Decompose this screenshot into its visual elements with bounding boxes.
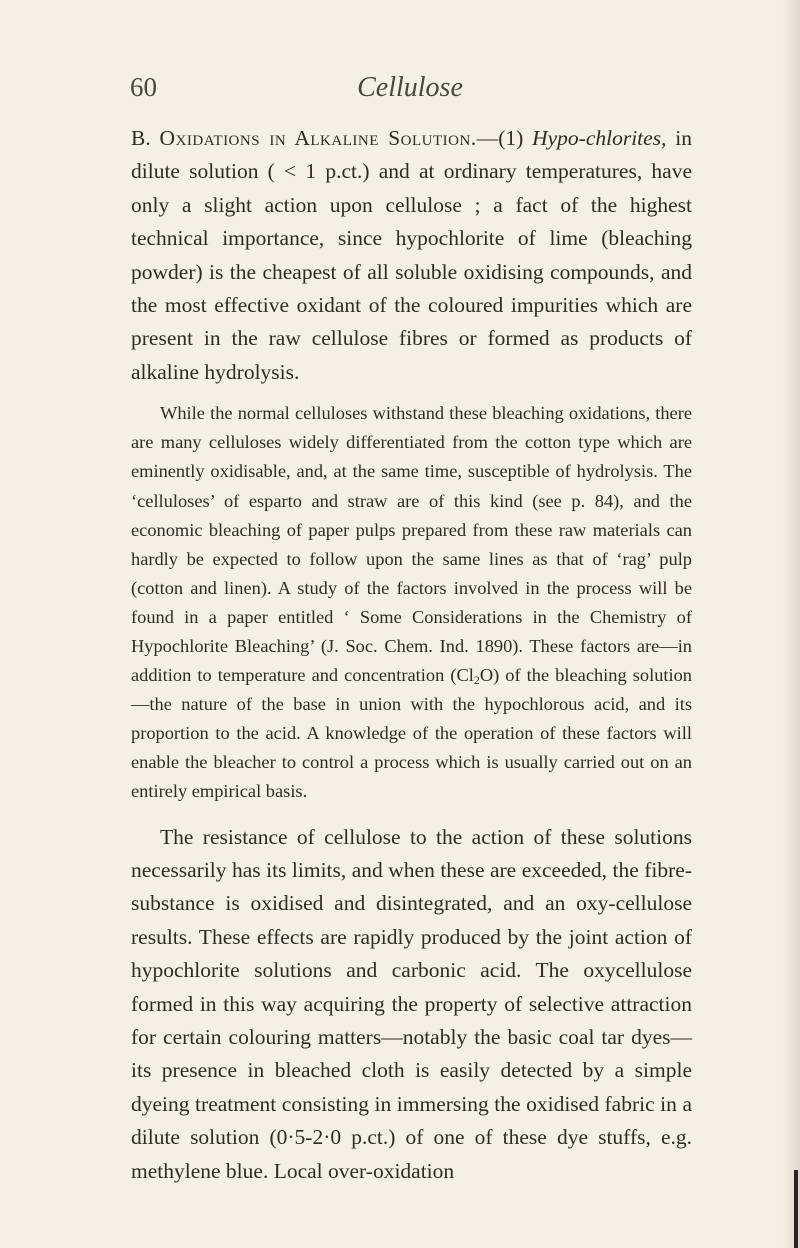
page-body — [131, 122, 692, 1188]
page-header — [130, 72, 690, 112]
running-title: Cellulose — [357, 72, 463, 103]
section-heading: Oxidations in Alkaline Solution. — [159, 126, 477, 150]
paragraph-celluloses: While the normal celluloses withstand these bleaching oxidations, there are many celluloses widely differentiated from the cotton type which are eminently oxidisable, and, at the same time, susceptible of hydrolysis. The ‘celluloses’ of esparto and straw are of this kind (see p. 84), and the economic bleaching of paper pulps prepared from these raw materials can hardly be expected to follow upon the same lines as that of ‘rag’ pulp (cotton and linen). A study of the factors involved in the process will be found in a paper entitled ‘ Some Considerations in the Chemistry of Hypochlorite Bleaching’ (J. Soc. Chem. Ind. 1890). These factors are—in addition to temperature and concentration $(Cl_2O)$ of the bleaching solution—the nature of the base in union with the hypochlorous acid, and its proportion to the acid. A knowledge of the operation of these factors will enable the bleacher to control a process which is usually carried out on an entirely empirical basis. — [131, 403, 692, 802]
page-edge-mark — [794, 1170, 798, 1248]
paragraph-oxidations: B. Oxidations in Alkaline Solution.—(1) Hypo-chlorites, in dilute solution ( < 1 p.ct.) and at ordinary temperatures, have only a slight action upon cellulose ; a fact of the highest technical importance, since hypochlorite of lime (bleaching powder) is the cheapest of all soluble oxidising compounds, and the most effective oxidant of the coloured impurities which are present in the raw cellulose fibres or formed as products of alkaline hydrolysis. — [131, 126, 692, 384]
section-letter: B. — [131, 126, 151, 150]
italic-term: Hypo-chlorites, — [532, 126, 667, 150]
page-edge-shadow — [782, 0, 800, 1248]
page-number: 60 — [130, 72, 157, 102]
paragraph-resistance: The resistance of cellulose to the action of these solutions necessarily has its limits, and when these are exceeded, the fibre-substance is oxidised and disintegrated, and an oxy-cellulose results. These effects are rapidly produced by the joint action of hypochlorite solutions and carbonic acid. The oxycellulose formed in this way acquiring the property of selective attraction for certain colouring matters—notably the basic coal tar dyes—its presence in bleached cloth is easily detected by a simple dyeing treatment consisting in immersing the oxidised fabric in a dilute solution (0·5-2·0 p.ct.) of one of these dye stuffs, e.g. methylene blue. Local over-oxidation — [131, 824, 692, 1183]
